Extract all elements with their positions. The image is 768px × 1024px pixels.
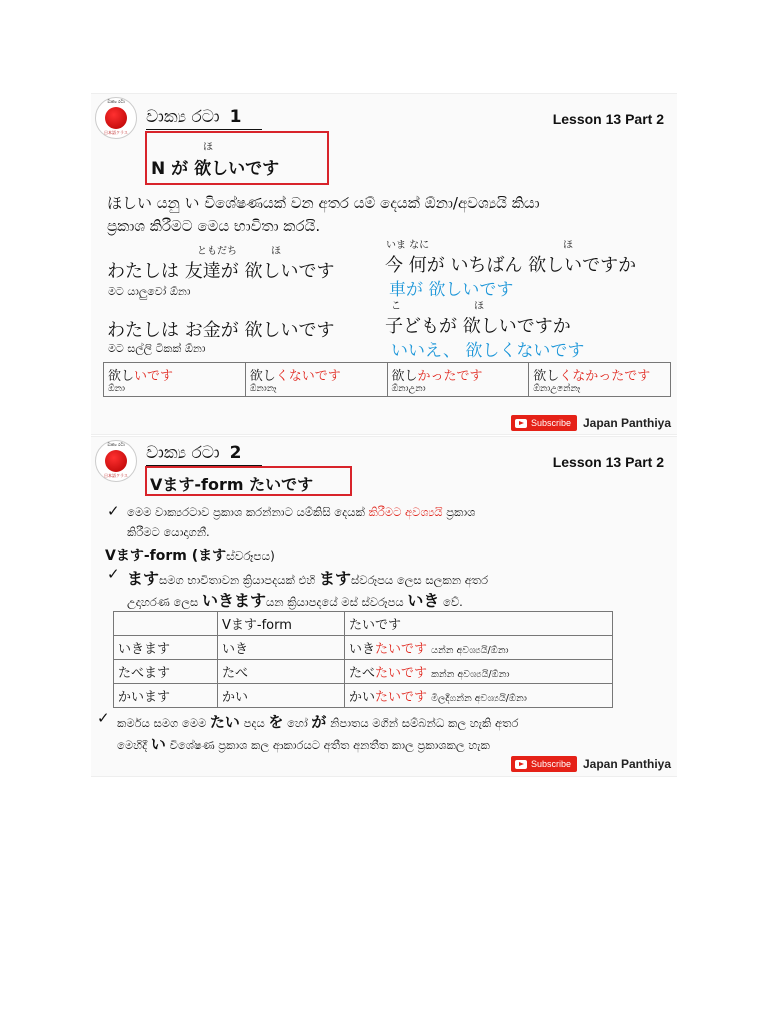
example-3-question: 今 何が いちばん 欲しいですか [385,255,637,276]
example-3-ruby: いま なに [386,240,430,251]
example-2-sentence: わたしは お金が 欲しいです [107,320,335,341]
table-cell-stem: かい [218,684,345,708]
example-1-sentence: わたしは 友達が 欲しいです [107,261,335,282]
title-number: 1 [229,107,242,127]
example-1-ruby-friends: ともだち [197,246,237,257]
example-2-meaning: මට සල්ලි ටිකක් ඕනා [108,342,206,355]
rising-sun-icon [105,107,127,129]
conj-cell-4: 欲しくなかったです ඕනාඋනේනෑ [529,363,671,397]
youtube-subscribe [511,415,671,431]
lesson-label: Lesson 13 Part 2 [552,111,664,127]
conjugation-row [104,363,671,397]
table-header: Vます-form [218,612,345,636]
title-text: වාක්‍ය රටා [146,107,220,127]
pattern-box [145,131,329,185]
bullet-2-line-1: ますසමග භාවිතාවන ක්‍රියාපදයක් එහි ますස්වරූපය ලෙස සලකන අතර [127,569,489,588]
table-header-row [114,612,613,636]
subscribe-label: Subscribe [530,759,571,769]
bullet-3-line-1: කර්මය සමග මෙම たい පදය を හෝ が නිපාතය මගින් සම්බන්ධ කල හැකි අතර [117,713,519,731]
example-1-ruby-ho: ほ [271,246,281,257]
lesson-label: Lesson 13 Part 2 [552,454,664,470]
table-cell-stem: たべ [218,660,345,684]
channel-name: Japan Panthiya [582,757,671,771]
slide-title [146,443,241,463]
table-cell-verb: かいます [114,684,218,708]
subheading-masu-form: Vます-form (ますස්වරූපය) [105,548,275,564]
slide-lesson-13-pattern-1 [91,93,677,435]
example-4-ruby-ko: こ [391,301,401,312]
tai-form-table [113,611,613,708]
slide-title [146,107,241,127]
table-row [114,636,613,660]
table-header: たいです [345,612,613,636]
example-3-answer: 車が 欲しいです [389,280,514,300]
pattern-text: Vます-form たいです [150,475,314,494]
bullet-1-line-1: මෙම වාක්‍යරටාව ප්‍රකාශ කරන්නාට යම්කිසි දෙයක් කිරීමට අවශ්‍යයි ප්‍රකාශ [127,505,476,519]
bullet-1-line-2: කිරීමට යොදාගනී. [127,525,210,539]
bullet-3-line-2: මෙහිදී い විශේෂණ ප්‍රකාශ කල ආකාරයට අතීත අනතීත කාල ප්‍රකාශකල හැක [117,735,490,753]
table-header [114,612,218,636]
table-cell-tai: かいたいです මිලදීගන්න අවශ්‍යයි/ඕනා [345,684,613,708]
slide-lesson-13-pattern-2 [91,436,677,777]
conjugation-table [103,362,671,397]
logo-top-text: වාක්‍ය රටා [107,99,125,104]
youtube-play-icon [515,419,527,428]
table-cell-verb: いきます [114,636,218,660]
conj-cell-3: 欲しかったです ඕනාඋනා [387,363,529,397]
logo-bottom-text: 日本語クラス [104,130,128,135]
table-row [114,684,613,708]
table-row [114,660,613,684]
subscribe-label: Subscribe [530,418,571,428]
title-number: 2 [229,443,242,463]
class-logo [95,440,137,482]
table-cell-verb: たべます [114,660,218,684]
checkmark-icon: ✓ [107,502,120,520]
class-logo [95,97,137,139]
channel-name: Japan Panthiya [582,416,671,430]
intro-line-1: ほしい යනු い විශේෂණයක් වන අතර යම් දෙයක් ඕනා/අවශ්‍යයි කියා [107,194,540,212]
example-3-ruby-ho: ほ [563,240,573,251]
bullet-2-line-2: උදාහරණ ලෙස いきますයන ක්‍රියාපදයේ මස් ස්වරූපය いき වේ. [127,591,463,610]
example-1-meaning: මට යාලුවෝ ඕනා [108,285,191,298]
example-4-ruby-ho: ほ [474,301,484,312]
table-cell-tai: たべたいです කන්න අවශ්‍යයි/ඕනා [345,660,613,684]
table-cell-tai: いきたいです යන්න අවශ්‍යයි/ඕනා [345,636,613,660]
pattern-ruby: ほ [203,142,213,153]
table-cell-stem: いき [218,636,345,660]
youtube-play-icon [515,760,527,769]
conj-cell-2: 欲しくないです ඕනානෑ [245,363,387,397]
pattern-text: N が 欲しいです [151,159,280,179]
subscribe-button[interactable] [511,756,577,772]
pattern-box [145,466,352,496]
checkmark-icon: ✓ [107,565,120,583]
checkmark-icon: ✓ [97,709,110,727]
subscribe-button[interactable] [511,415,577,431]
example-4-question: 子どもが 欲しいですか [385,316,571,337]
title-underline [146,129,262,130]
logo-top-text: වාක්‍ය රටා [107,442,125,447]
title-text: වාක්‍ය රටා [146,443,220,463]
logo-bottom-text: 日本語クラス [104,473,128,478]
conj-cell-1: 欲しいです ඕනා [104,363,246,397]
rising-sun-icon [105,450,127,472]
example-4-answer: いいえ、 欲しくないです [391,341,585,361]
intro-line-2: ප්‍රකාශ කිරීමට මෙය භාවිතා කරයි. [107,217,321,235]
youtube-subscribe [511,756,671,772]
